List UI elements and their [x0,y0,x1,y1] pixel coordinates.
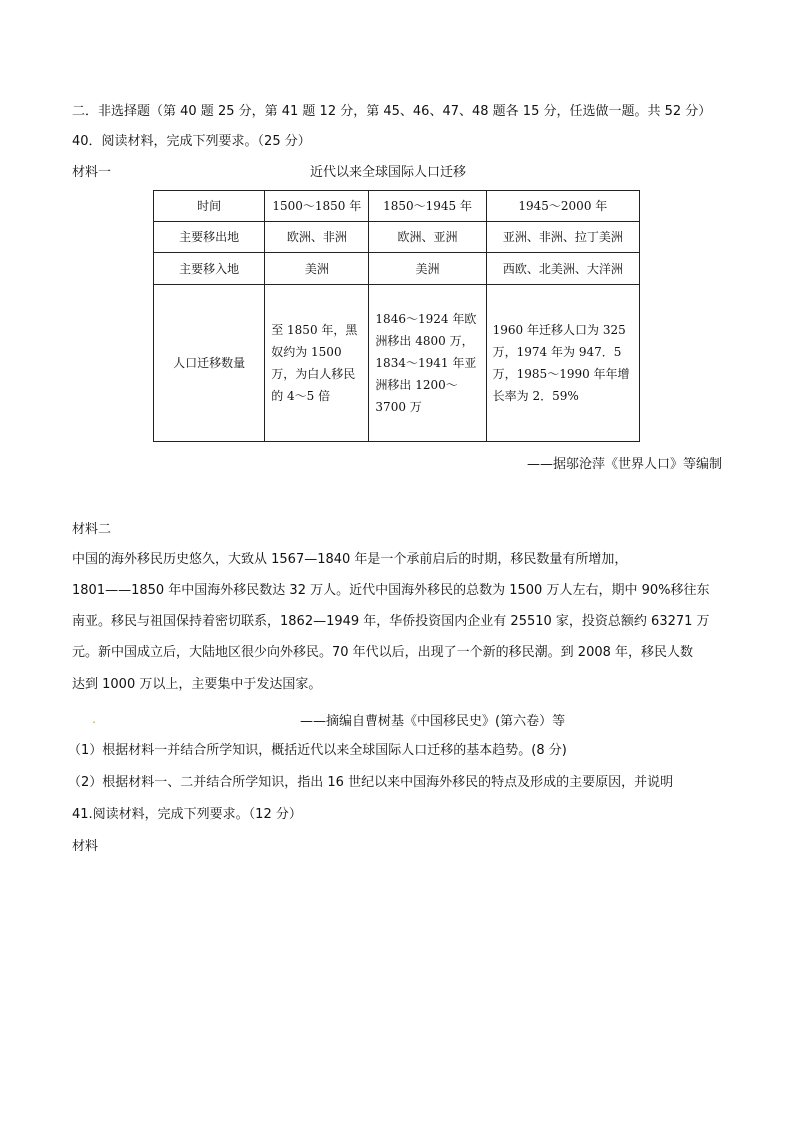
question-40-heading: 40．阅读材料，完成下列要求。（25 分） [72,134,311,149]
table-cell: 美洲 [369,253,486,285]
table-cell: 1960 年迁移人口为 325 万，1974 年为 947．5 万，1985～1990 年年增长率为 2．59% [486,285,639,442]
question-41-heading: 41.阅读材料，完成下列要求。（12 分） [72,807,302,822]
table-row [154,253,640,285]
table-cell: 1846～1924 年欧洲移出 4800 万，1834～1941 年亚洲移出 1200～3700 万 [369,285,486,442]
table-cell: 美洲 [265,253,369,285]
question-1: （1）根据材料一并结合所学知识，概括近代以来全球国际人口迁移的基本趋势。(8 分) [68,743,567,758]
material-1-title: 近代以来全球国际人口迁移 [310,165,467,180]
table-cell: 西欧、北美洲、大洋洲 [486,253,639,285]
table-row [154,222,640,253]
material-2-label: 材料二 [72,522,112,537]
table-header-cell: 时间 [154,191,265,222]
table-row-header: 主要移入地 [154,253,265,285]
table-row [154,285,640,442]
material-2-source: ——摘编自曹树基《中国移民史》(第六卷）等 [300,714,566,729]
table-header-cell: 1850～1945 年 [369,191,486,222]
table-header-row [154,191,640,222]
table-cell: 欧洲、亚洲 [369,222,486,253]
material-2-line: 中国的海外移民历史悠久，大致从 1567—1840 年是一个承前启后的时期，移民数量有所增加， [72,552,628,567]
material-2-line: 达到 1000 万以上，主要集中于发达国家。 [72,677,322,692]
migration-table [153,190,640,442]
material-label: 材料 [72,839,99,854]
table-cell: 至 1850 年，黑奴约为 1500万，为白人移民的 4～5 倍 [265,285,369,442]
section-heading: 二．非选择题（第 40 题 25 分，第 41 题 12 分，第 45、46、47、48 题各 15 分，任选做一题。共 52 分） [72,104,712,119]
material-2-line: 南亚。移民与祖国保持着密切联系，1862—1949 年，华侨投资国内企业有 25510 家，投资总额约 63271 万 [72,614,710,629]
table-cell: 亚洲、非洲、拉丁美洲 [486,222,639,253]
question-2: （2）根据材料一、二并结合所学知识，指出 16 世纪以来中国海外移民的特点及形成的主要原因，并说明 [68,775,674,790]
table-header-cell: 1945～2000 年 [486,191,639,222]
table-cell: 欧洲、非洲 [265,222,369,253]
material-1-label: 材料一 [72,165,112,180]
stray-mark: . [92,712,96,726]
table-row-header: 人口迁移数量 [154,285,265,442]
material-2-line: 1801——1850 年中国海外移民数达 32 万人。近代中国海外移民的总数为 1500 万人左右，期中 90%移往东 [72,583,710,598]
table-header-cell: 1500～1850 年 [265,191,369,222]
material-2-line: 元。新中国成立后，大陆地区很少向外移民。70 年代以后，出现了一个新的移民潮。到 2008 年，移民人数 [72,645,694,660]
material-1-source: ——据邬沧萍《世界人口》等编制 [526,457,722,472]
table-row-header: 主要移出地 [154,222,265,253]
